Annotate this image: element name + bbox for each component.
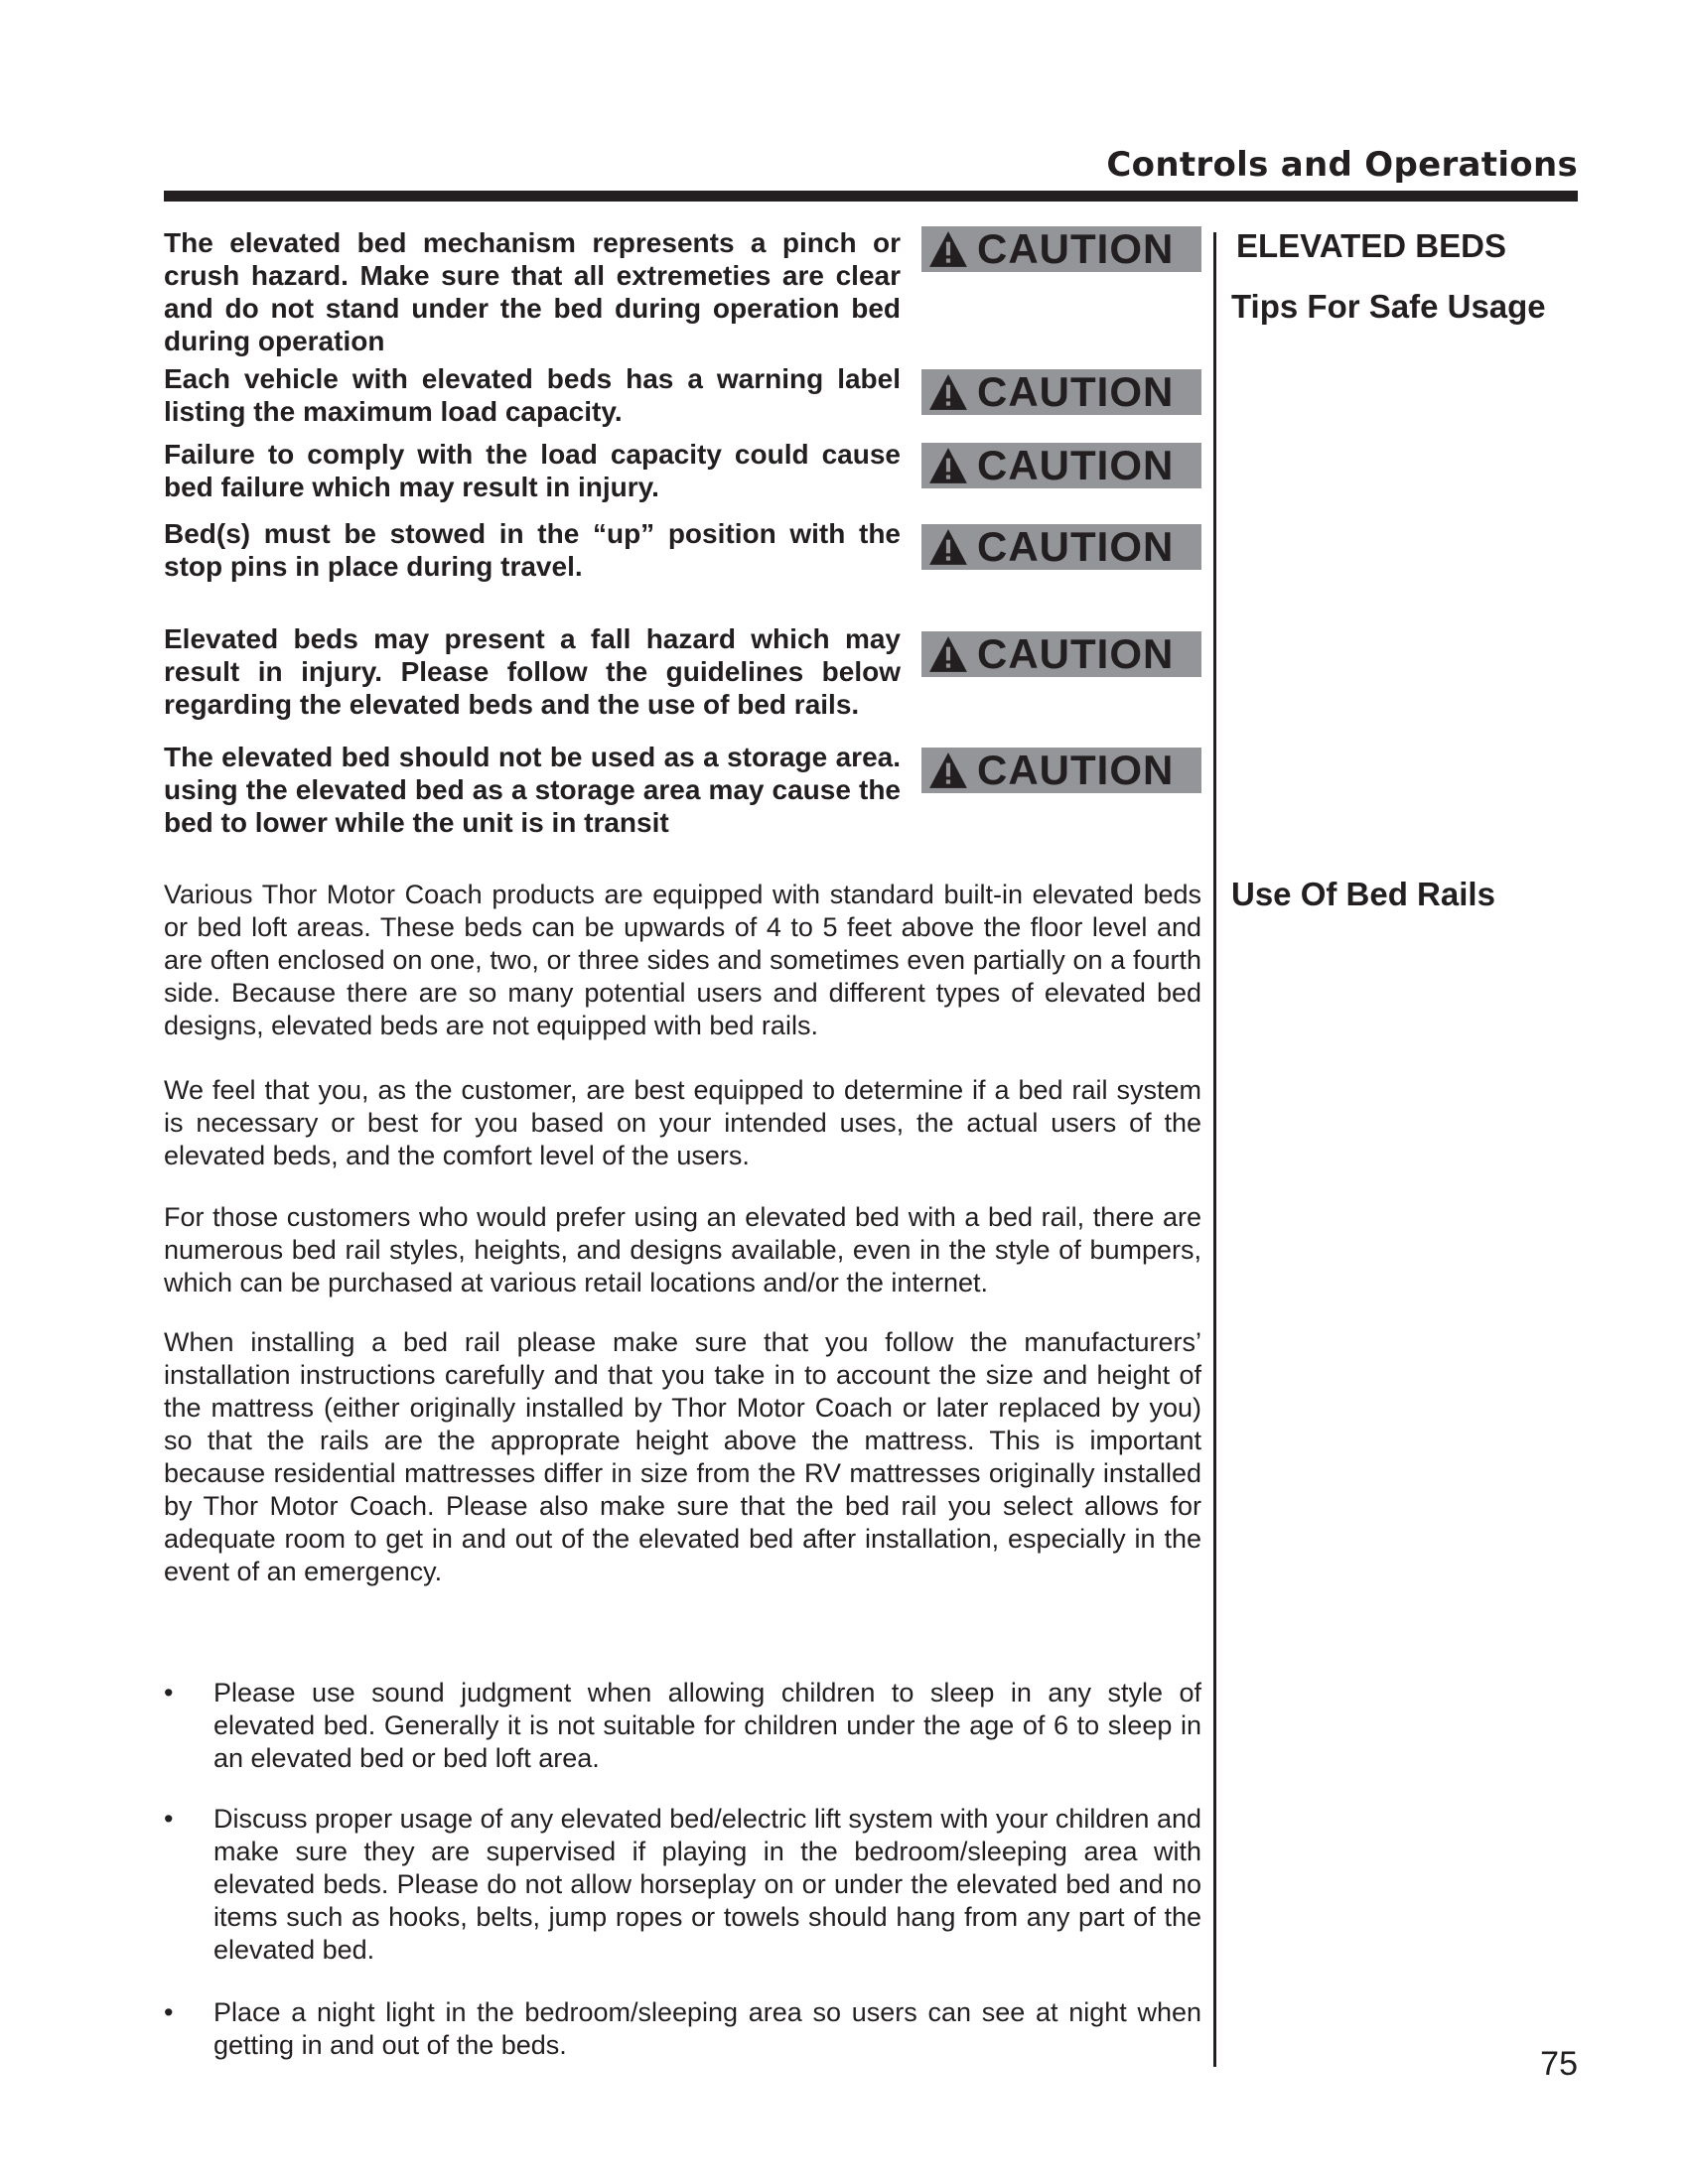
- side-heading-tips-for-safe-usage: Tips For Safe Usage: [1231, 288, 1546, 325]
- side-heading-elevated-beds: ELEVATED BEDS: [1236, 227, 1506, 264]
- caution-text: The elevated bed mechanism represents a pinch or crush hazard. Make sure that all extremeties are clear and do not stand under the bed during operation bed during operation: [164, 227, 901, 356]
- bullet-dot: •: [164, 1804, 174, 1834]
- warning-triangle-icon: [927, 228, 969, 270]
- bullet-text: Place a night light in the bedroom/sleeping area so users can see at night when getting in and out of the beds.: [213, 1997, 1201, 2060]
- caution-text: Failure to comply with the load capacity could cause bed failure which may result in injury.: [164, 439, 901, 502]
- caution-text: Elevated beds may present a fall hazard which may result in injury. Please follow the guidelines below regarding the elevated beds and the use of bed rails.: [164, 623, 901, 720]
- caution-label: CAUTION: [977, 747, 1175, 793]
- caution-badge: [921, 369, 1201, 415]
- caution-text: The elevated bed should not be used as a storage area. using the elevated bed as a storage area may cause the bed to lower while the unit is in transit: [164, 742, 901, 838]
- body-paragraph: Various Thor Motor Coach products are equipped with standard built-in elevated beds or bed loft areas. These beds can be upwards of 4 to 5 feet above the floor level and are often enclosed on one, two, or three sides and sometimes even partially on a fourth side. Because there are so many potential users and different types of elevated bed designs, elevated beds are not equipped with bed rails.: [164, 880, 1201, 1040]
- caution-badge: [921, 443, 1201, 488]
- caution-badge: [921, 748, 1201, 793]
- caution-label: CAUTION: [977, 225, 1175, 272]
- warning-triangle-icon: [927, 526, 969, 568]
- caution-text: Bed(s) must be stowed in the “up” position with the stop pins in place during travel.: [164, 518, 901, 582]
- warning-triangle-icon: [927, 371, 969, 413]
- warning-triangle-icon: [927, 445, 969, 486]
- bullet-text: Please use sound judgment when allowing children to sleep in any style of elevated bed. Generally it is not suitable for children under the age of 6 to sleep in an elevated bed or bed loft area.: [213, 1678, 1201, 1773]
- caution-text: Each vehicle with elevated beds has a warning label listing the maximum load capacity.: [164, 363, 901, 427]
- caution-badge: [921, 524, 1201, 570]
- caution-label: CAUTION: [977, 368, 1175, 415]
- warning-triangle-icon: [927, 633, 969, 675]
- bullet-text: Discuss proper usage of any elevated bed/electric lift system with your children and make sure they are supervised if playing in the bedroom/sleeping area with elevated beds. Please do not allow horseplay on or under the elevated bed and no items such as hooks, belts, jump ropes or towels should hang from any part of the elevated bed.: [213, 1804, 1201, 1965]
- caution-label: CAUTION: [977, 630, 1175, 677]
- bullet-dot: •: [164, 1997, 174, 2027]
- header-rule: [164, 191, 1578, 202]
- body-paragraph: We feel that you, as the customer, are best equipped to determine if a bed rail system is necessary or best for you based on your intended uses, the actual users of the elevated beds, and the comfort level of the users.: [164, 1075, 1201, 1170]
- body-paragraph: For those customers who would prefer using an elevated bed with a bed rail, there are numerous bed rail styles, heights, and designs available, even in the style of bumpers, which can be purchased at various retail locations and/or the internet.: [164, 1202, 1201, 1297]
- body-paragraph: When installing a bed rail please make sure that you follow the manufacturers’ installation instructions carefully and that you take in to account the size and height of the mattress (either originally installed by Thor Motor Coach or later replaced by you) so that the rails are the approprate height above the mattress. This is important because residential mattresses differ in size from the RV mattresses originally installed by Thor Motor Coach. Please also make sure that the bed rail you select allows for adequate room to get in and out of the elevated bed after installation, especially in the event of an emergency.: [164, 1327, 1201, 1586]
- bullet-dot: •: [164, 1678, 174, 1707]
- page-number: 75: [1540, 2045, 1578, 2083]
- section-title: Controls and Operations: [1106, 145, 1578, 185]
- caution-badge: [921, 226, 1201, 272]
- column-divider: [1213, 232, 1216, 2067]
- side-heading-use-of-bed-rails: Use Of Bed Rails: [1231, 876, 1495, 912]
- warning-triangle-icon: [927, 750, 969, 791]
- caution-label: CAUTION: [977, 442, 1175, 488]
- caution-label: CAUTION: [977, 523, 1175, 570]
- caution-badge: [921, 631, 1201, 677]
